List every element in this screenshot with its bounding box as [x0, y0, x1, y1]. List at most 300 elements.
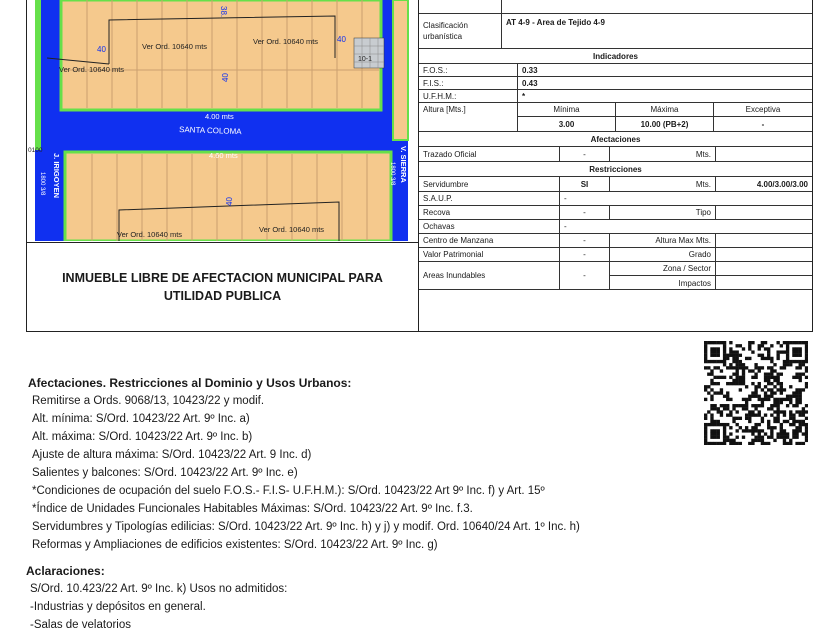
- qr-module: [745, 417, 748, 420]
- qr-module: [742, 404, 745, 407]
- qr-module: [710, 388, 713, 391]
- qr-module: [789, 401, 792, 404]
- qr-module: [795, 420, 798, 423]
- qr-module: [761, 417, 764, 420]
- qr-module: [789, 410, 792, 413]
- qr-module: [767, 436, 770, 439]
- qr-module: [704, 398, 707, 401]
- qr-module: [795, 404, 798, 407]
- qr-module: [726, 391, 729, 394]
- qr-module: [723, 376, 726, 379]
- qr-module: [783, 363, 786, 366]
- qr-module: [770, 360, 773, 363]
- qr-module: [761, 420, 764, 423]
- qr-module: [704, 360, 707, 363]
- qr-module: [805, 385, 808, 388]
- qr-module: [732, 407, 735, 410]
- areas-label: Areas Inundables: [423, 271, 486, 280]
- qr-module: [789, 363, 792, 366]
- qr-module: [761, 344, 764, 347]
- qr-module: [710, 360, 713, 363]
- qr-module: [799, 429, 802, 432]
- qr-module: [767, 366, 770, 369]
- qr-module: [761, 354, 764, 357]
- qr-module: [795, 350, 798, 353]
- qr-module: [758, 429, 761, 432]
- qr-module: [726, 398, 729, 401]
- qr-module: [736, 417, 739, 420]
- qr-module: [767, 350, 770, 353]
- qr-module: [726, 382, 729, 385]
- table-row: [419, 262, 812, 290]
- qr-module: [802, 363, 805, 366]
- qr-module: [773, 426, 776, 429]
- qr-module: [713, 407, 716, 410]
- qr-module: [789, 423, 792, 426]
- qr-module: [773, 410, 776, 413]
- qr-module: [799, 388, 802, 391]
- qr-module: [732, 366, 735, 369]
- qr-module: [795, 354, 798, 357]
- qr-module: [729, 363, 732, 366]
- afectaciones-title: Afectaciones: [590, 134, 641, 144]
- qr-module: [789, 417, 792, 420]
- qr-module: [723, 429, 726, 432]
- list-item: Alt. máxima: S/Ord. 10423/22 Art. 9º Inc. b): [32, 431, 253, 443]
- qr-module: [717, 436, 720, 439]
- qr-module: [723, 354, 726, 357]
- qr-module: [773, 363, 776, 366]
- qr-module: [739, 379, 742, 382]
- qr-module: [776, 398, 779, 401]
- qr-module: [783, 350, 786, 353]
- qr-module: [776, 379, 779, 382]
- afectaciones-section: [28, 374, 580, 554]
- qr-module: [776, 357, 779, 360]
- qr-module: [761, 388, 764, 391]
- qr-module: [736, 382, 739, 385]
- qr-module: [742, 366, 745, 369]
- qr-module: [764, 379, 767, 382]
- qr-module: [776, 417, 779, 420]
- qr-module: [717, 429, 720, 432]
- qr-module: [726, 413, 729, 416]
- list-item: *Condiciones de ocupación del suelo F.O.S.- F.I.S- U.F.H.M.): S/Ord. 10423/22 Art 9º Inc. f) y Art. 15º: [32, 485, 545, 497]
- qr-module: [805, 429, 808, 432]
- qr-module: [767, 379, 770, 382]
- qr-module: [745, 385, 748, 388]
- qr-module: [767, 376, 770, 379]
- qr-module: [710, 442, 713, 445]
- qr-module: [717, 341, 720, 344]
- qr-module: [761, 357, 764, 360]
- qr-module: [776, 407, 779, 410]
- qr-module: [776, 354, 779, 357]
- qr-module: [783, 413, 786, 416]
- qr-module: [792, 413, 795, 416]
- qr-module: [742, 363, 745, 366]
- qr-module: [745, 407, 748, 410]
- qr-module: [761, 442, 764, 445]
- qr-module: [710, 395, 713, 398]
- qr-module: [805, 423, 808, 426]
- impactos-label: Impactos: [609, 276, 715, 290]
- qr-module: [704, 439, 707, 442]
- qr-module: [767, 426, 770, 429]
- qr-module: [764, 442, 767, 445]
- qr-module: [795, 432, 798, 435]
- qr-module: [742, 407, 745, 410]
- table-row: [419, 220, 812, 234]
- qr-module: [773, 391, 776, 394]
- qr-module: [770, 373, 773, 376]
- qr-module: [767, 407, 770, 410]
- qr-module: [720, 360, 723, 363]
- qr-module: [786, 363, 789, 366]
- list-item: Salientes y balcones: S/Ord. 10423/22 Art. 9º Inc. e): [32, 467, 298, 479]
- notice-text: INMUEBLE LIBRE DE AFECTACION MUNICIPAL PARA UTILIDAD PUBLICA: [62, 271, 383, 303]
- list-item: Servidumbres y Tipologías edilicias: S/Ord. 10423/22 Art. 9º Inc. h) y j) y modif. Ord. 10640/24 Art. 1º Inc. h): [32, 521, 580, 533]
- qr-module: [707, 391, 710, 394]
- qr-module: [751, 391, 754, 394]
- qr-module: [704, 354, 707, 357]
- qr-module: [802, 373, 805, 376]
- qr-module: [758, 410, 761, 413]
- qr-module: [729, 382, 732, 385]
- qr-module: [704, 350, 707, 353]
- qr-module: [717, 442, 720, 445]
- qr-module: [783, 439, 786, 442]
- qr-module: [799, 363, 802, 366]
- cadastral-map: [27, 0, 418, 241]
- excepcional-label: Exceptiva: [713, 103, 812, 117]
- qr-module: [764, 373, 767, 376]
- qr-module: [805, 426, 808, 429]
- qr-module: [729, 413, 732, 416]
- list-item: -Salas de velatorios: [30, 619, 131, 631]
- qr-module: [717, 350, 720, 353]
- qr-module: [780, 398, 783, 401]
- qr-module: [736, 373, 739, 376]
- qr-module: [713, 423, 716, 426]
- qr-module: [805, 357, 808, 360]
- qr-module: [751, 350, 754, 353]
- list-item: *Índice de Unidades Funcionales Habitables Máximas: S/Ord. 10423/22 Art. 9º Inc. f.3.: [32, 503, 473, 515]
- qr-module: [720, 369, 723, 372]
- qr-module: [799, 347, 802, 350]
- street-name-left: J. IRIGOYEN: [52, 153, 61, 199]
- qr-module: [732, 417, 735, 420]
- qr-module: [710, 420, 713, 423]
- qr-module: [786, 350, 789, 353]
- qr-code: [704, 341, 808, 445]
- qr-module: [713, 391, 716, 394]
- qr-module: [732, 382, 735, 385]
- qr-module: [761, 401, 764, 404]
- qr-module: [780, 388, 783, 391]
- qr-module: [736, 404, 739, 407]
- qr-module: [742, 398, 745, 401]
- qr-module: [792, 423, 795, 426]
- servidumbre-value: SI: [559, 177, 609, 191]
- qr-module: [802, 407, 805, 410]
- qr-module: [792, 429, 795, 432]
- qr-module: [713, 432, 716, 435]
- qr-module: [805, 350, 808, 353]
- qr-module: [720, 391, 723, 394]
- qr-module: [713, 429, 716, 432]
- qr-module: [717, 391, 720, 394]
- afectaciones-heading: Afectaciones. Restricciones al Dominio y Usos Urbanos:: [28, 376, 352, 390]
- qr-module: [754, 404, 757, 407]
- qr-module: [795, 410, 798, 413]
- qr-module: [799, 391, 802, 394]
- qr-module: [717, 432, 720, 435]
- saup-value: -: [559, 192, 812, 205]
- table-row: [419, 177, 812, 192]
- qr-module: [773, 420, 776, 423]
- qr-module: [795, 391, 798, 394]
- qr-module: [754, 407, 757, 410]
- qr-module: [758, 366, 761, 369]
- qr-module: [723, 432, 726, 435]
- qr-module: [739, 344, 742, 347]
- qr-module: [710, 417, 713, 420]
- qr-module: [751, 382, 754, 385]
- qr-module: [786, 344, 789, 347]
- qr-module: [726, 354, 729, 357]
- qr-module: [780, 410, 783, 413]
- qr-module: [704, 432, 707, 435]
- qr-module: [770, 432, 773, 435]
- qr-module: [726, 407, 729, 410]
- qr-module: [720, 413, 723, 416]
- qr-module: [739, 376, 742, 379]
- qr-module: [704, 347, 707, 350]
- aclaraciones-heading: Aclaraciones:: [26, 564, 105, 578]
- qr-module: [732, 420, 735, 423]
- qr-module: [704, 426, 707, 429]
- qr-module: [758, 436, 761, 439]
- qr-module: [732, 360, 735, 363]
- qr-module: [726, 357, 729, 360]
- qr-module: [729, 350, 732, 353]
- qr-module: [720, 423, 723, 426]
- qr-module: [780, 382, 783, 385]
- recova-tipo: Tipo: [609, 206, 715, 219]
- qr-module: [758, 398, 761, 401]
- qr-module: [739, 388, 742, 391]
- qr-module: [786, 357, 789, 360]
- areas-value: -: [559, 262, 609, 289]
- qr-module: [732, 373, 735, 376]
- indicadores-title: Indicadores: [593, 51, 638, 61]
- qr-module: [729, 432, 732, 435]
- qr-module: [732, 379, 735, 382]
- qr-module: [783, 398, 786, 401]
- qr-module: [758, 439, 761, 442]
- qr-module: [786, 395, 789, 398]
- qr-module: [758, 347, 761, 350]
- ochavas-label: Ochavas: [423, 222, 455, 231]
- table-row: [419, 103, 812, 132]
- qr-module: [792, 432, 795, 435]
- qr-module: [751, 395, 754, 398]
- qr-module: [767, 373, 770, 376]
- qr-module: [780, 350, 783, 353]
- qr-module: [710, 347, 713, 350]
- qr-module: [770, 376, 773, 379]
- qr-module: [758, 432, 761, 435]
- qr-module: [802, 423, 805, 426]
- qr-module: [805, 366, 808, 369]
- qr-module: [799, 442, 802, 445]
- qr-module: [710, 432, 713, 435]
- qr-module: [761, 398, 764, 401]
- qr-module: [780, 366, 783, 369]
- qr-module: [736, 376, 739, 379]
- qr-module: [792, 376, 795, 379]
- map-label-depth: 38.: [219, 6, 228, 18]
- qr-module: [736, 350, 739, 353]
- qr-module: [707, 423, 710, 426]
- qr-module: [729, 366, 732, 369]
- list-item: Alt. mínima: S/Ord. 10423/22 Art. 9º Inc. a): [32, 413, 250, 425]
- qr-module: [729, 341, 732, 344]
- qr-module: [739, 417, 742, 420]
- qr-module: [713, 404, 716, 407]
- hatched-lot: [354, 38, 384, 68]
- qr-module: [732, 442, 735, 445]
- qr-module: [723, 442, 726, 445]
- qr-module: [745, 401, 748, 404]
- qr-module: [710, 404, 713, 407]
- qr-module: [748, 417, 751, 420]
- qr-module: [751, 439, 754, 442]
- qr-module: [786, 436, 789, 439]
- qr-module: [729, 347, 732, 350]
- qr-module: [805, 341, 808, 344]
- qr-module: [726, 436, 729, 439]
- qr-module: [717, 382, 720, 385]
- qr-module: [748, 398, 751, 401]
- trazado-label: Trazado Oficial: [423, 149, 477, 159]
- qr-module: [805, 344, 808, 347]
- qr-module: [751, 410, 754, 413]
- qr-module: [786, 360, 789, 363]
- qr-module: [795, 376, 798, 379]
- qr-module: [799, 398, 802, 401]
- qr-module: [795, 436, 798, 439]
- qr-module: [764, 413, 767, 416]
- qr-module: [799, 376, 802, 379]
- qr-module: [751, 369, 754, 372]
- qr-module: [736, 429, 739, 432]
- qr-module: [723, 439, 726, 442]
- qr-module: [751, 341, 754, 344]
- qr-module: [745, 404, 748, 407]
- table-row: [419, 77, 812, 90]
- qr-module: [739, 442, 742, 445]
- street-name-right: V. SIERRA: [399, 146, 408, 183]
- qr-module: [754, 436, 757, 439]
- qr-module: [802, 341, 805, 344]
- qr-module: [780, 423, 783, 426]
- qr-module: [713, 354, 716, 357]
- fos-label: F.O.S.:: [423, 65, 448, 75]
- qr-module: [742, 429, 745, 432]
- qr-module: [764, 395, 767, 398]
- qr-module: [776, 404, 779, 407]
- qr-module: [754, 388, 757, 391]
- qr-module: [754, 429, 757, 432]
- qr-module: [795, 373, 798, 376]
- qr-module: [795, 347, 798, 350]
- qr-module: [717, 423, 720, 426]
- qr-module: [802, 413, 805, 416]
- qr-module: [751, 413, 754, 416]
- clasificacion-value: AT 4-9 - Area de Tejido 4-9: [501, 14, 812, 48]
- street-number-right: 1800 3/8: [389, 162, 395, 186]
- qr-module: [805, 376, 808, 379]
- qr-module: [710, 436, 713, 439]
- qr-module: [707, 373, 710, 376]
- qr-module: [748, 395, 751, 398]
- qr-module: [751, 429, 754, 432]
- qr-module: [776, 432, 779, 435]
- qr-module: [758, 354, 761, 357]
- qr-module: [780, 429, 783, 432]
- qr-module: [754, 385, 757, 388]
- qr-module: [751, 426, 754, 429]
- map-label-ver-ord: Ver Ord. 10640 mts: [253, 37, 319, 46]
- qr-module: [802, 420, 805, 423]
- list-item: S/Ord. 10.423/22 Art. 9º Inc. k) Usos no admitidos:: [30, 583, 288, 595]
- qr-module: [704, 423, 707, 426]
- qr-module: [805, 347, 808, 350]
- street-side-label: 0100: [28, 147, 43, 154]
- qr-module: [720, 341, 723, 344]
- qr-module: [758, 382, 761, 385]
- map-label-depth: 40: [97, 45, 106, 54]
- qr-module: [704, 385, 707, 388]
- qr-module: [710, 379, 713, 382]
- qr-module: [710, 373, 713, 376]
- minima-value: 3.00: [517, 117, 615, 131]
- qr-module: [802, 388, 805, 391]
- qr-module: [720, 376, 723, 379]
- qr-module: [726, 404, 729, 407]
- qr-module: [723, 395, 726, 398]
- qr-module: [805, 417, 808, 420]
- qr-module: [742, 382, 745, 385]
- qr-module: [795, 442, 798, 445]
- qr-module: [776, 413, 779, 416]
- qr-module: [786, 404, 789, 407]
- qr-module: [783, 410, 786, 413]
- qr-module: [764, 357, 767, 360]
- qr-module: [713, 347, 716, 350]
- qr-module: [707, 410, 710, 413]
- qr-module: [783, 432, 786, 435]
- qr-module: [776, 341, 779, 344]
- qr-module: [764, 398, 767, 401]
- qr-module: [799, 420, 802, 423]
- qr-module: [707, 385, 710, 388]
- qr-module: [723, 360, 726, 363]
- qr-module: [795, 395, 798, 398]
- qr-module: [805, 410, 808, 413]
